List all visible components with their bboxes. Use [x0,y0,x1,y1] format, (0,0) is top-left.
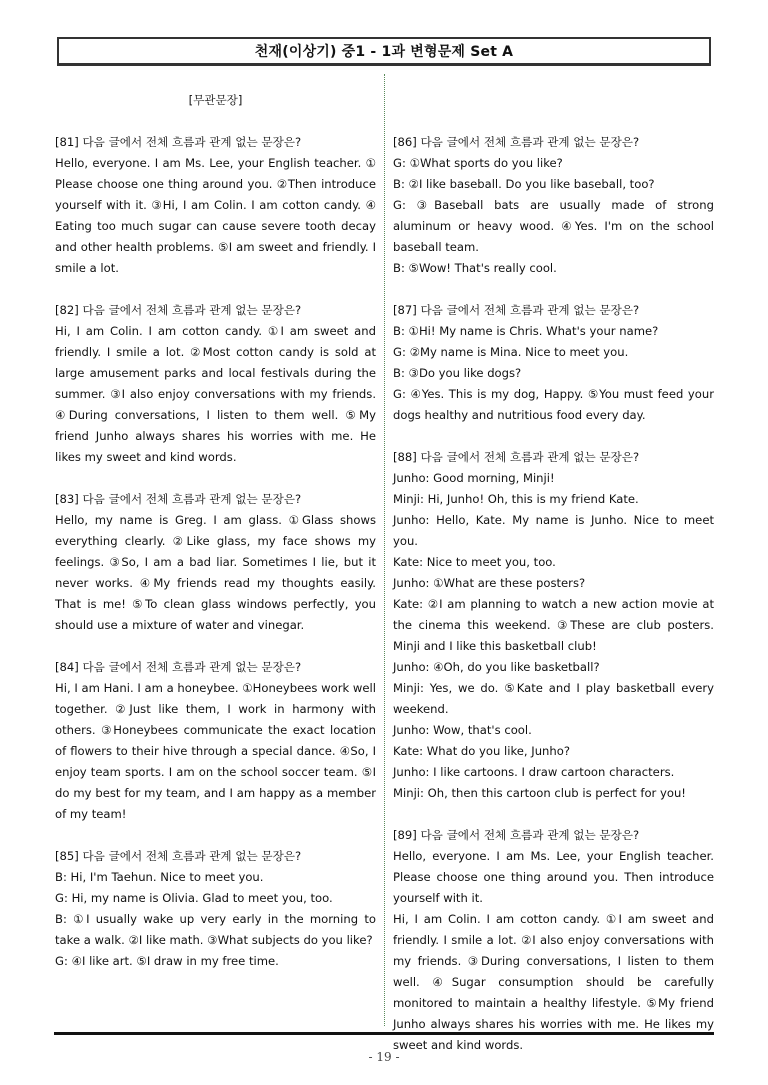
footer-rule [54,1032,714,1035]
passage-line: Junho: Wow, that's cool. [393,723,532,737]
passage-line: G: ③Baseball bats are usually made of strong aluminum or heavy wood. ④Yes. I'm on the school baseball team. [393,198,714,254]
passage-line: Hi, I am Colin. I am cotton candy. ①I am sweet and friendly. I smile a lot. ②Most cotton candy is sold at large amusement parks and local festivals during the summer. ③I also enjoy conversations with my friends. ④During conversations, I listen to them well. ⑤My friend Junho always shares his worries with me. He likes my sweet and kind words. [55,324,376,464]
passage-line: B: ①Hi! My name is Chris. What's your name? [393,324,659,338]
left-column [55,90,376,993]
passage-line: B: ⑤Wow! That's really cool. [393,261,557,275]
column-divider [384,74,385,1026]
question-prompt: [89] 다음 글에서 전체 흐름과 관계 없는 문장은? [393,828,640,842]
passage-line: Minji: Hi, Junho! Oh, this is my friend Kate. [393,492,639,506]
question-prompt: [84] 다음 글에서 전체 흐름과 관계 없는 문장은? [55,660,302,674]
question-block [55,846,376,972]
question-block [55,657,376,825]
page-title-text: 천재(이상기) 중1 - 1과 변형문제 Set A [254,44,514,60]
passage-line: Junho: Hello, Kate. My name is Junho. Nice to meet you. [393,513,714,548]
question-block [393,825,714,1056]
passage-line: G: ④I like art. ⑤I draw in my free time. [55,954,279,968]
question-prompt: [87] 다음 글에서 전체 흐름과 관계 없는 문장은? [393,303,640,317]
passage-line: Junho: ①What are these posters? [393,576,586,590]
section-label: [무관문장] [188,93,243,107]
passage-line: G: ①What sports do you like? [393,156,563,170]
passage-line: Hi, I am Colin. I am cotton candy. ①I am sweet and friendly. I smile a lot. ②I also enjoy conversations with my friends. ③During conversations, I listen to them well. ④Sugar consumption should be carefully monitored to maintain a healthy lifestyle. ⑤My friend Junho always shares his worries with me. He likes my sweet and kind words. [393,912,714,1052]
question-block [393,300,714,426]
question-block [393,447,714,804]
passage-line: Junho: ④Oh, do you like basketball? [393,660,600,674]
page-number: - 19 - [368,1050,400,1064]
question-prompt: [82] 다음 글에서 전체 흐름과 관계 없는 문장은? [55,303,302,317]
passage-line: G: ②My name is Mina. Nice to meet you. [393,345,629,359]
passage-line: Minji: Yes, we do. ⑤Kate and I play basketball every weekend. [393,681,714,716]
passage-line: Kate: What do you like, Junho? [393,744,571,758]
question-prompt: [88] 다음 글에서 전체 흐름과 관계 없는 문장은? [393,450,640,464]
passage-line: Minji: Oh, then this cartoon club is perfect for you! [393,786,686,800]
passage-line: Junho: I like cartoons. I draw cartoon characters. [393,765,675,779]
question-prompt: [81] 다음 글에서 전체 흐름과 관계 없는 문장은? [55,135,302,149]
passage-line: B: ③Do you like dogs? [393,366,522,380]
passage-line: G: ④Yes. This is my dog, Happy. ⑤You must feed your dogs healthy and nutritious food every day. [393,387,714,422]
passage-line: B: Hi, I'm Taehun. Nice to meet you. [55,870,264,884]
passage-line: B: ②I like baseball. Do you like baseball, too? [393,177,655,191]
passage-line: Kate: Nice to meet you, too. [393,555,556,569]
passage-line: Hi, I am Hani. I am a honeybee. ①Honeybees work well together. ②Just like them, I work in harmony with others. ③Honeybees communicate the exact location of flowers to their hive through a special dance. ④So, I enjoy team sports. I am on the school soccer team. ⑤I do my best for my team, and I am happy as a member of my team! [55,681,376,821]
question-prompt: [86] 다음 글에서 전체 흐름과 관계 없는 문장은? [393,135,640,149]
passage-line: B: ①I usually wake up very early in the morning to take a walk. ②I like math. ③What subjects do you like? [55,912,376,947]
right-column [393,132,714,1077]
passage-line: Hello, everyone. I am Ms. Lee, your English teacher. Please choose one thing around you. Then introduce yourself with it. [393,849,714,905]
page-title [57,37,711,66]
question-block [393,132,714,279]
question-prompt: [83] 다음 글에서 전체 흐름과 관계 없는 문장은? [55,492,302,506]
passage-line: Hello, my name is Greg. I am glass. ①Glass shows everything clearly. ②Like glass, my face shows my feelings. ③So, I am a bad liar. Sometimes I lie, but it never works. ④My friends read my thoughts easily. That is me! ⑤To clean glass windows perfectly, you should use a mixture of water and vinegar. [55,513,376,632]
question-block [55,300,376,468]
question-block [55,489,376,636]
passage-line: G: Hi, my name is Olivia. Glad to meet you, too. [55,891,333,905]
passage-line: Kate: ②I am planning to watch a new action movie at the cinema this weekend. ③These are club posters. Minji and I like this basketball club! [393,597,714,653]
passage-line: Hello, everyone. I am Ms. Lee, your English teacher. ① Please choose one thing around you. ②Then introduce yourself with it. ③Hi, I am Colin. I am cotton candy. ④ Eating too much sugar can cause severe tooth decay and other health problems. ⑤I am sweet and friendly. I smile a lot. [55,156,376,275]
question-block [55,132,376,279]
question-prompt: [85] 다음 글에서 전체 흐름과 관계 없는 문장은? [55,849,302,863]
passage-line: Junho: Good morning, Minji! [393,471,555,485]
